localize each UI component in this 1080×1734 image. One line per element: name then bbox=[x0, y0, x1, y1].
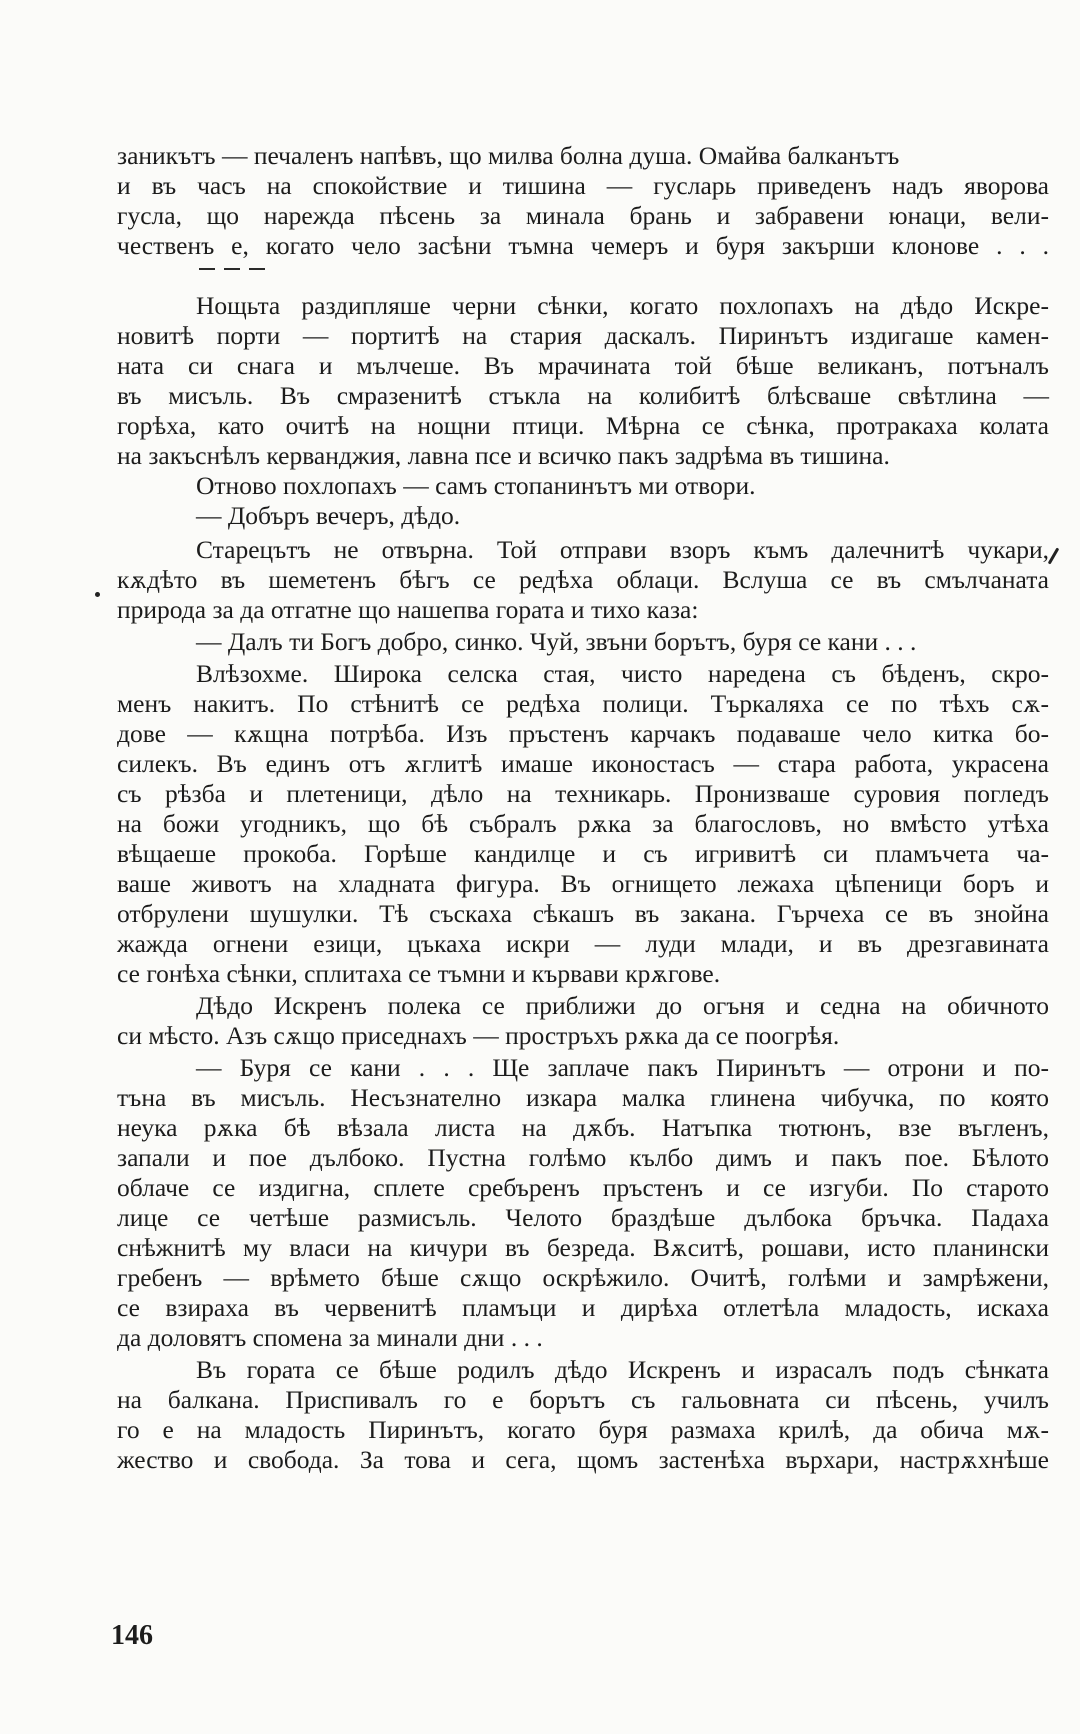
text-line: ната си снага и мълчеше. Въ мрачината той бѣше великанъ, потъналъ bbox=[117, 351, 1049, 380]
text-line: Дѣдо Искренъ полека се приближи до огъня и седна на обичното bbox=[196, 991, 1049, 1020]
text-line: лице се четѣше размисъль. Челото браздѣше дълбока бръчка. Падаха bbox=[117, 1203, 1049, 1232]
text-line: снѣжнитѣ му власи на кичури въ безреда. Вѫситѣ, рошави, исто планински bbox=[117, 1233, 1049, 1262]
text-line: жажда огнени езици, цъкаха искри — луди млади, и въ дрезгавината bbox=[117, 929, 1049, 958]
text-line: на божи угодникъ, що бѣ събралъ рѫка за благословъ, но вмѣсто утѣха bbox=[117, 809, 1049, 838]
text-line: облаче се издигна, сплете сребъренъ пръстенъ и се изгуби. По старото bbox=[117, 1173, 1049, 1202]
text-line: гусла, що нарежда пѣсень за минала брань и забравени юнаци, вели- bbox=[117, 201, 1049, 230]
text-line: го е на младость Пиринътъ, когато буря размаха крилѣ, да обича мѫ- bbox=[117, 1415, 1049, 1444]
text-line: новитѣ порти — портитѣ на стария даскалъ. Пиринътъ издигаше камен- bbox=[117, 321, 1049, 350]
text-line: Старецътъ не отвърна. Той отправи взоръ къмъ далечнитѣ чукари, bbox=[196, 535, 1049, 564]
text-line: кѫдѣто въ шеметенъ бѣгъ се редѣха облаци. Вслуша се въ смълчаната bbox=[117, 565, 1049, 594]
page-number: 146 bbox=[111, 1620, 153, 1651]
text-line: горѣха, като очитѣ на нощни птици. Мѣрна се сѣнка, протракаха колата bbox=[117, 411, 1049, 440]
text-line: ваше животъ на хладната фигура. Въ огнището лежаха цѣпеници боръ и bbox=[117, 869, 1049, 898]
text-line: дове — кѫщна потрѣба. Изъ пръстенъ карчакъ подаваше чело китка бо- bbox=[117, 719, 1049, 748]
text-line: Отново похлопахъ — самъ стопанинътъ ми отвори. bbox=[196, 471, 756, 500]
text-line: природа за да отгатне що нашепва гората и тихо каза: bbox=[117, 595, 699, 624]
print-speck bbox=[95, 592, 100, 597]
text-line: да доловятъ спомена за минали дни . . . bbox=[117, 1323, 543, 1352]
text-line: Нощьта раздипляше черни сѣнки, когато похлопахъ на дѣдо Искре- bbox=[196, 291, 1049, 320]
text-line: жество и свобода. За това и сега, щомъ застенѣха върхари, настрѫхнѣше bbox=[117, 1445, 1049, 1474]
text-line: вѣщаеше прокоба. Горѣше кандилце и съ игривитѣ си пламъчета ча- bbox=[117, 839, 1049, 868]
text-line: на балкана. Приспивалъ го е борътъ съ гальовната си пѣсень, училъ bbox=[117, 1385, 1049, 1414]
text-line: отбрулени шушулки. Тѣ съскаха сѣкашъ въ закана. Гърчеха се въ знойна bbox=[117, 899, 1049, 928]
text-line: чественъ е, когато чело засѣни тъмна чемеръ и буря закърши клонове . . . bbox=[117, 231, 1049, 260]
text-line: Въ гората се бѣше родилъ дѣдо Искренъ и израсалъ подъ сѣнката bbox=[196, 1355, 1049, 1384]
text-line: гребенъ — врѣмето бѣше сѫщо оскрѣжило. Очитѣ, голѣми и замрѣжени, bbox=[117, 1263, 1049, 1292]
text-line: — Далъ ти Богъ добро, синко. Чуй, звъни борътъ, буря се кани . . . bbox=[196, 627, 917, 656]
text-line: — Добъръ вечеръ, дѣдо. bbox=[196, 501, 461, 530]
text-line: и въ часъ на спокойствие и тишина — гусларь приведенъ надъ яворова bbox=[117, 171, 1049, 200]
text-line: — Буря се кани . . . Ще заплаче пакъ Пиринътъ — отрони и по- bbox=[196, 1053, 1049, 1082]
text-line: въ мисъль. Въ смразенитѣ стъкла на колибитѣ блѣсваше свѣтлина — bbox=[117, 381, 1049, 410]
text-line: съ рѣзба и плетеници, дѣло на техникарь. Пронизваше суровия погледъ bbox=[117, 779, 1049, 808]
text-line: се взираха въ червенитѣ пламъци и дирѣха отлетѣла младость, искаха bbox=[117, 1293, 1049, 1322]
section-separator bbox=[199, 264, 267, 274]
text-line: се гонѣха сѣнки, сплитаха се тъмни и кървави крѫгове. bbox=[117, 959, 721, 988]
text-line: менъ накитъ. По стѣнитѣ се редѣха полици. Търкаляха се по тѣхъ сѫ- bbox=[117, 689, 1049, 718]
text-line: запали и пое дълбоко. Пустна голѣмо кълбо димъ и пакъ пое. Бѣлото bbox=[117, 1143, 1049, 1172]
text-line: си мѣсто. Азъ сѫщо приседнахъ — простръхъ рѫка да се поогрѣя. bbox=[117, 1021, 840, 1050]
print-speck bbox=[1048, 547, 1060, 564]
text-line: заникътъ — печаленъ напѣвъ, що милва болна душа. Омайва балканътъ bbox=[117, 141, 900, 170]
text-line: силекъ. Въ единъ отъ ѫглитѣ имаше иконостасъ — стара работа, украсена bbox=[117, 749, 1049, 778]
text-line: Влѣзохме. Широка селска стая, чисто наредена съ бѣденъ, скро- bbox=[196, 659, 1049, 688]
text-line: на закъснѣлъ керванджия, лавна псе и всичко пакъ задрѣма въ тишина. bbox=[117, 441, 890, 470]
text-line: тъна въ мисъль. Несъзнателно изкара малка глинена чибучка, по която bbox=[117, 1083, 1049, 1112]
text-line: неука рѫка бѣ вѣзала листа на дѫбъ. Натъпка тютюнъ, взе въгленъ, bbox=[117, 1113, 1049, 1142]
